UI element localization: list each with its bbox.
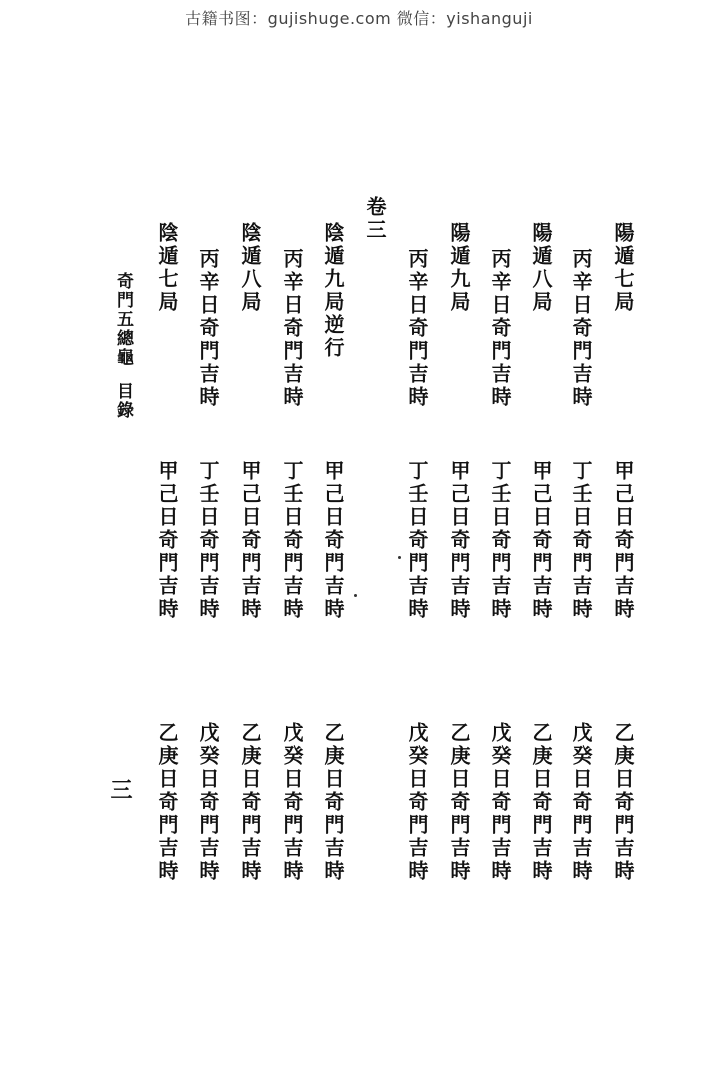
- entry-text: 丁壬日奇門吉時: [488, 460, 512, 621]
- entry-text: 甲己日奇門吉時: [238, 460, 262, 621]
- entry-text: 丁壬日奇門吉時: [569, 460, 593, 621]
- entry-text: 乙庚日奇門吉時: [155, 722, 179, 883]
- entry-text: 戊癸日奇門吉時: [280, 722, 304, 883]
- entry-text: 丙辛日奇門吉時: [488, 248, 512, 409]
- entry-text: 丁壬日奇門吉時: [405, 460, 429, 621]
- entry-text: 甲己日奇門吉時: [611, 460, 635, 621]
- heading-yang-7: 陽遁七局: [611, 222, 635, 314]
- entry-text: 戊癸日奇門吉時: [405, 722, 429, 883]
- entry-text: 乙庚日奇門吉時: [447, 722, 471, 883]
- entry-text: 丁壬日奇門吉時: [280, 460, 304, 621]
- book-title: 奇門五總龜: [113, 272, 133, 367]
- heading-yin-8: 陰遁八局: [238, 222, 262, 314]
- print-speck: [354, 594, 357, 597]
- entry-text: 甲己日奇門吉時: [447, 460, 471, 621]
- section-label: 目錄: [113, 382, 133, 420]
- entry-text: 丙辛日奇門吉時: [405, 248, 429, 409]
- entry-text: 甲己日奇門吉時: [321, 460, 345, 621]
- entry-text: 乙庚日奇門吉時: [238, 722, 262, 883]
- heading-yin-7: 陰遁七局: [155, 222, 179, 314]
- heading-yin-9: 陰遁九局逆行: [321, 222, 345, 360]
- heading-yang-8: 陽遁八局: [529, 222, 553, 314]
- entry-text: 乙庚日奇門吉時: [529, 722, 553, 883]
- volume-heading: 卷三: [363, 196, 387, 242]
- entry-text: 戊癸日奇門吉時: [196, 722, 220, 883]
- heading-yang-9: 陽遁九局: [447, 222, 471, 314]
- page-number: 三: [107, 778, 133, 802]
- entry-text: 乙庚日奇門吉時: [611, 722, 635, 883]
- entry-text: 甲己日奇門吉時: [155, 460, 179, 621]
- entry-text: 甲己日奇門吉時: [529, 460, 553, 621]
- entry-text: 戊癸日奇門吉時: [488, 722, 512, 883]
- entry-text: 戊癸日奇門吉時: [569, 722, 593, 883]
- entry-text: 丙辛日奇門吉時: [280, 248, 304, 409]
- entry-text: 丙辛日奇門吉時: [569, 248, 593, 409]
- entry-text: 乙庚日奇門吉時: [321, 722, 345, 883]
- watermark: 古籍书图：gujishuge.com 微信：yishanguji: [185, 9, 533, 28]
- entry-text: 丙辛日奇門吉時: [196, 248, 220, 409]
- print-speck: [398, 556, 401, 559]
- entry-text: 丁壬日奇門吉時: [196, 460, 220, 621]
